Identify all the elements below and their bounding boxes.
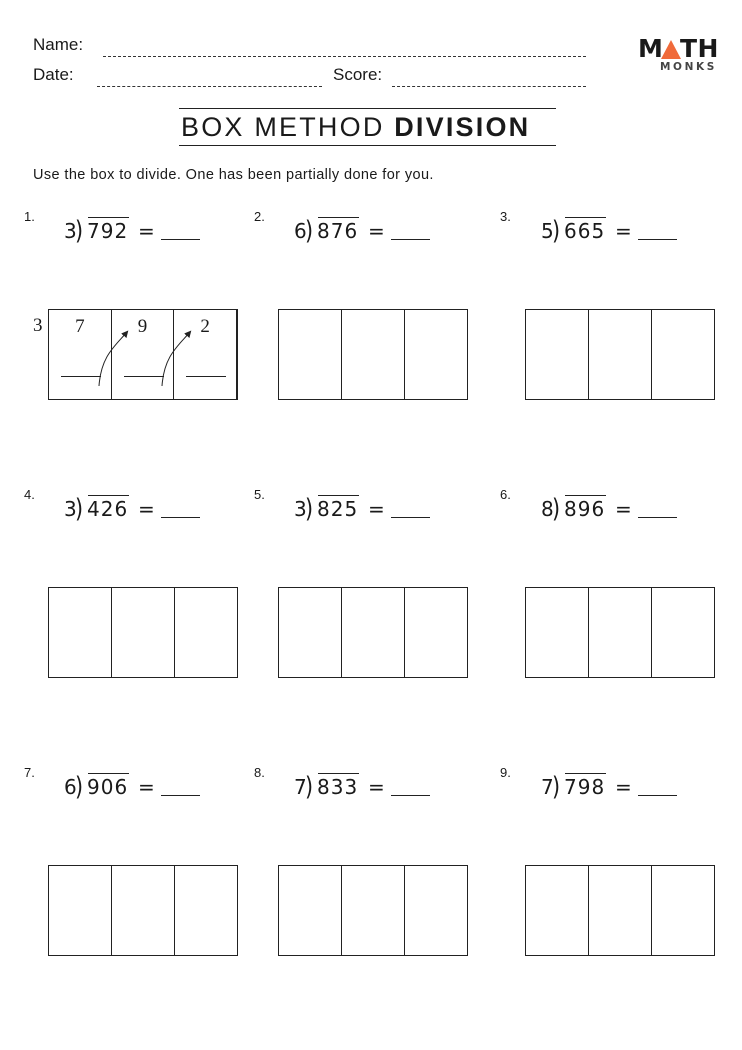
box-cell[interactable]: [652, 866, 714, 955]
box-cell[interactable]: [589, 588, 652, 677]
box-grid[interactable]: [48, 865, 238, 956]
box-cell[interactable]: [652, 310, 714, 399]
box-cell[interactable]: [342, 588, 405, 677]
divisor: 7: [294, 775, 307, 799]
divisor: 3: [64, 219, 77, 243]
box-cell[interactable]: [342, 310, 405, 399]
equals-sign: =: [368, 497, 385, 521]
box-cell[interactable]: [175, 866, 237, 955]
dividend: 426: [87, 497, 129, 521]
equals-sign: =: [138, 219, 155, 243]
division-bar: [88, 495, 129, 496]
box-cell[interactable]: [589, 310, 652, 399]
division-problem: [294, 772, 434, 805]
score-label: Score:: [333, 65, 383, 84]
box-cell[interactable]: [405, 866, 467, 955]
division-bracket: ): [305, 494, 314, 524]
box-cell[interactable]: [49, 588, 112, 677]
division-bar: [565, 773, 606, 774]
date-field[interactable]: [97, 86, 322, 87]
dividend: 665: [564, 219, 606, 243]
date-label: Date:: [33, 65, 74, 84]
division-bar: [318, 217, 359, 218]
division-bar: [318, 495, 359, 496]
name-label: Name:: [33, 35, 84, 54]
logo-text-left: M: [638, 34, 664, 63]
box-cell[interactable]: [342, 866, 405, 955]
answer-blank[interactable]: [391, 239, 430, 240]
box-grid[interactable]: [278, 587, 468, 678]
answer-blank[interactable]: [161, 795, 200, 796]
box-grid[interactable]: [48, 587, 238, 678]
divisor: 7: [541, 775, 554, 799]
box-cell[interactable]: [49, 866, 112, 955]
problem-number: 7.: [24, 765, 35, 780]
problem-number: 9.: [500, 765, 511, 780]
division-bar: [88, 217, 129, 218]
box-cell[interactable]: [589, 866, 652, 955]
box-grid[interactable]: [525, 865, 715, 956]
division-problem: [541, 216, 681, 249]
answer-blank[interactable]: [161, 517, 200, 518]
answer-blank[interactable]: [638, 795, 677, 796]
division-problem: [294, 216, 434, 249]
instructions: Use the box to divide. One has been partially done for you.: [33, 167, 434, 183]
dividend: 876: [317, 219, 359, 243]
division-problem: [541, 772, 681, 805]
box-grid[interactable]: [48, 309, 238, 400]
box-grid[interactable]: [525, 587, 715, 678]
division-bracket: ): [75, 494, 84, 524]
equals-sign: =: [368, 775, 385, 799]
box-cell[interactable]: [279, 588, 342, 677]
example-digit: 7: [75, 316, 85, 337]
dividend: 896: [564, 497, 606, 521]
equals-sign: =: [615, 219, 632, 243]
answer-blank[interactable]: [638, 517, 677, 518]
division-problem: [541, 494, 681, 527]
division-bracket: ): [75, 216, 84, 246]
dividend: 798: [564, 775, 606, 799]
dividend: 792: [87, 219, 129, 243]
answer-blank[interactable]: [391, 517, 430, 518]
box-cell[interactable]: [652, 588, 714, 677]
division-bracket: ): [552, 494, 561, 524]
answer-blank[interactable]: [391, 795, 430, 796]
box-cell[interactable]: [279, 866, 342, 955]
problem-number: 2.: [254, 209, 265, 224]
carry-arrow: [162, 332, 190, 386]
problem-number: 8.: [254, 765, 265, 780]
problem-number: 6.: [500, 487, 511, 502]
title-bold: DIVISION: [394, 112, 531, 142]
example-digit: 9: [137, 316, 148, 337]
box-cell[interactable]: [112, 866, 175, 955]
divisor: 6: [64, 775, 77, 799]
box-grid[interactable]: [278, 865, 468, 956]
equals-sign: =: [615, 497, 632, 521]
division-bracket: ): [305, 216, 314, 246]
example-divisor: 3: [33, 315, 43, 336]
problem-number: 4.: [24, 487, 35, 502]
box-cell[interactable]: [279, 310, 342, 399]
math-monks-logo: [638, 34, 722, 76]
division-bracket: ): [552, 772, 561, 802]
division-bracket: ): [552, 216, 561, 246]
box-grid[interactable]: [525, 309, 715, 400]
box-cell[interactable]: [526, 588, 589, 677]
score-field[interactable]: [392, 86, 586, 87]
division-bar: [565, 217, 606, 218]
division-bar: [565, 495, 606, 496]
box-grid[interactable]: [278, 309, 468, 400]
equals-sign: =: [138, 775, 155, 799]
division-bar: [88, 773, 129, 774]
box-cell[interactable]: [405, 588, 467, 677]
division-problem: [64, 216, 204, 249]
carry-arrow: [99, 332, 127, 386]
divisor: 5: [541, 219, 554, 243]
carry-arrows: [49, 310, 239, 401]
division-bar: [318, 773, 359, 774]
divisor: 3: [64, 497, 77, 521]
equals-sign: =: [138, 497, 155, 521]
title-rule-bottom: [179, 145, 556, 146]
example-digit: 2: [200, 316, 210, 337]
name-field[interactable]: [103, 56, 586, 57]
page-title: [181, 112, 530, 143]
dividend: 825: [317, 497, 359, 521]
division-problem: [64, 494, 204, 527]
box-cell[interactable]: [405, 310, 467, 399]
box-cell[interactable]: [526, 866, 589, 955]
divisor: 3: [294, 497, 307, 521]
box-cell[interactable]: [112, 588, 175, 677]
answer-blank[interactable]: [638, 239, 677, 240]
logo-subtitle: MONKS: [660, 61, 717, 73]
title-rule-top: [179, 108, 556, 109]
divisor: 6: [294, 219, 307, 243]
dividend: 833: [317, 775, 359, 799]
box-cell[interactable]: [175, 588, 237, 677]
division-bracket: ): [305, 772, 314, 802]
equals-sign: =: [615, 775, 632, 799]
problem-number: 3.: [500, 209, 511, 224]
divisor: 8: [541, 497, 554, 521]
dividend: 906: [87, 775, 129, 799]
logo-text-right: TH: [680, 34, 719, 63]
problem-number: 5.: [254, 487, 265, 502]
division-problem: [64, 772, 204, 805]
box-cell[interactable]: [526, 310, 589, 399]
equals-sign: =: [368, 219, 385, 243]
division-problem: [294, 494, 434, 527]
title-regular: BOX METHOD: [181, 112, 385, 142]
triangle-icon: [661, 40, 681, 59]
division-bracket: ): [75, 772, 84, 802]
problem-number: 1.: [24, 209, 35, 224]
answer-blank[interactable]: [161, 239, 200, 240]
